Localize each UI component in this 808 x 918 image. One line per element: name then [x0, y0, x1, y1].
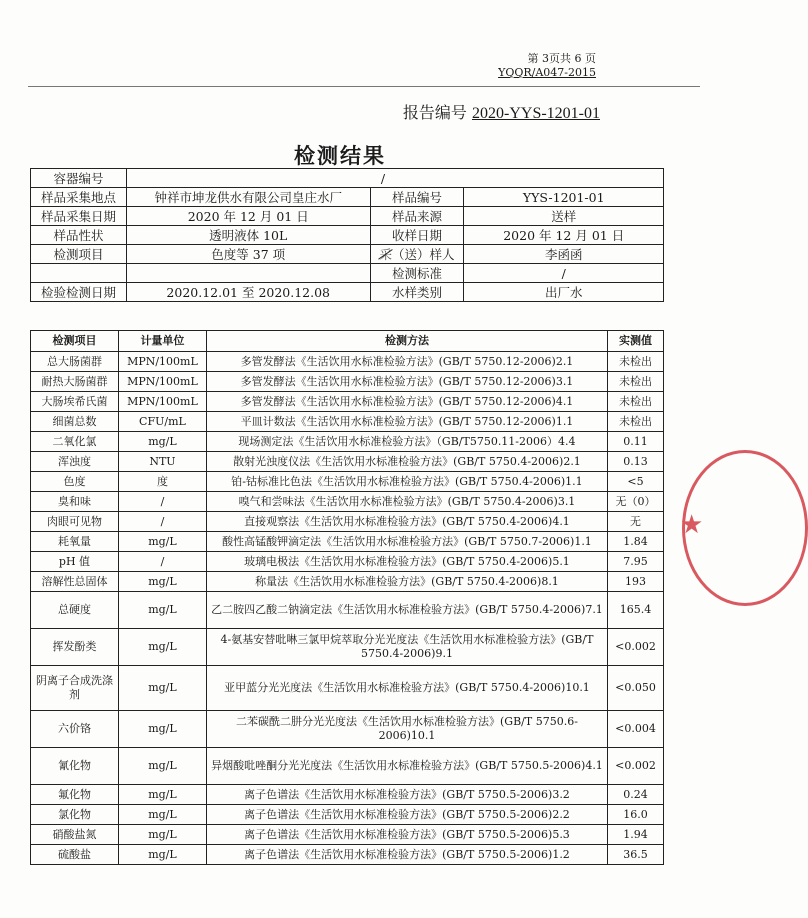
table-row: [31, 372, 664, 392]
row-value: 16.0: [608, 805, 664, 825]
row-value: 未检出: [608, 392, 664, 412]
row-unit: mg/L: [118, 666, 206, 711]
row-item: 细菌总数: [31, 412, 119, 432]
row-unit: NTU: [118, 452, 206, 472]
row-method: 现场测定法《生活饮用水标准检验方法》（GB/T5750.11-2006）4.4: [206, 432, 607, 452]
page-number: 第 3页共 6 页: [527, 52, 596, 65]
table-row: [31, 352, 664, 372]
row-method: 多管发酵法《生活饮用水标准检验方法》(GB/T 5750.12-2006)4.1: [206, 392, 607, 412]
standard-row-blank: [126, 264, 370, 283]
row-unit: CFU/mL: [118, 412, 206, 432]
table-row: [31, 452, 664, 472]
row-method: 亚甲蓝分光光度法《生活饮用水标准检验方法》(GB/T 5750.4-2006)10.1: [206, 666, 607, 711]
row-item: 六价铬: [31, 711, 119, 748]
header-divider: [28, 86, 700, 87]
row-value: 无（0）: [608, 492, 664, 512]
row-method: 异烟酸吡唑酮分光光度法《生活饮用水标准检验方法》(GB/T 5750.5-2006)4.1: [206, 748, 607, 785]
row-method: 离子色谱法《生活饮用水标准检验方法》(GB/T 5750.5-2006)3.2: [206, 785, 607, 805]
struck-character: 采: [379, 247, 392, 262]
row-value: <0.004: [608, 711, 664, 748]
row-method: 酸性高锰酸钾滴定法《生活饮用水标准检验方法》(GB/T 5750.7-2006)1.1: [206, 532, 607, 552]
row-item: 色度: [31, 472, 119, 492]
report-number-label: 报告编号: [402, 103, 467, 122]
table-row: [31, 629, 664, 666]
header-method: 检测方法: [206, 331, 607, 352]
container-label: 容器编号: [31, 169, 127, 188]
row-unit: mg/L: [118, 572, 206, 592]
header-item: 检测项目: [31, 331, 119, 352]
red-seal-stamp: [674, 450, 704, 610]
row-method: 称量法《生活饮用水标准检验方法》(GB/T 5750.4-2006)8.1: [206, 572, 607, 592]
row-unit: mg/L: [118, 432, 206, 452]
row-value: 7.95: [608, 552, 664, 572]
table-row: [31, 592, 664, 629]
test-date-label: 检验检测日期: [31, 283, 127, 302]
row-value: <0.002: [608, 748, 664, 785]
row-value: 无: [608, 512, 664, 532]
row-item: 氰化物: [31, 748, 119, 785]
table-row: [31, 412, 664, 432]
table-row: [31, 532, 664, 552]
row-method: 玻璃电极法《生活饮用水标准检验方法》(GB/T 5750.4-2006)5.1: [206, 552, 607, 572]
header-unit: 计量单位: [118, 331, 206, 352]
state-value: 透明液体 10L: [126, 226, 370, 245]
row-method: 多管发酵法《生活饮用水标准检验方法》(GB/T 5750.12-2006)3.1: [206, 372, 607, 392]
row-unit: /: [118, 512, 206, 532]
water-type-label: 水样类别: [370, 283, 464, 302]
page-title: 检测结果: [294, 144, 386, 168]
header-value: 实测值: [608, 331, 664, 352]
row-unit: mg/L: [118, 785, 206, 805]
row-unit: 度: [118, 472, 206, 492]
collect-date-value: 2020 年 12 月 01 日: [126, 207, 370, 226]
row-item: pH 值: [31, 552, 119, 572]
items-value: 色度等 37 项: [126, 245, 370, 264]
table-row: [31, 432, 664, 452]
water-type-value: 出厂水: [464, 283, 664, 302]
row-method: 4-氨基安替吡啉三氯甲烷萃取分光光度法《生活饮用水标准检验方法》(GB/T 5750.4-2006)9.1: [206, 629, 607, 666]
row-item: 总大肠菌群: [31, 352, 119, 372]
test-date-value: 2020.12.01 至 2020.12.08: [126, 283, 370, 302]
row-value: 未检出: [608, 372, 664, 392]
row-unit: mg/L: [118, 825, 206, 845]
row-value: 0.24: [608, 785, 664, 805]
row-value: 未检出: [608, 352, 664, 372]
document-code: YQQR/A047-2015: [498, 66, 596, 79]
row-value: 36.5: [608, 845, 664, 865]
row-unit: mg/L: [118, 592, 206, 629]
row-value: 1.94: [608, 825, 664, 845]
row-item: 耐热大肠菌群: [31, 372, 119, 392]
row-item: 总硬度: [31, 592, 119, 629]
location-value: 钟祥市坤龙供水有限公司皇庄水厂: [126, 188, 370, 207]
row-unit: MPN/100mL: [118, 392, 206, 412]
row-method: 散射光浊度仪法《生活饮用水标准检验方法》(GB/T 5750.4-2006)2.1: [206, 452, 607, 472]
row-value: 165.4: [608, 592, 664, 629]
row-item: 溶解性总固体: [31, 572, 119, 592]
row-unit: mg/L: [118, 805, 206, 825]
row-item: 耗氧量: [31, 532, 119, 552]
sender-value: 李函函: [464, 245, 664, 264]
row-value: <0.050: [608, 666, 664, 711]
row-unit: /: [118, 492, 206, 512]
row-unit: mg/L: [118, 629, 206, 666]
table-row: [31, 552, 664, 572]
report-number-value: 2020-YYS-1201-01: [472, 105, 600, 122]
table-row: [31, 805, 664, 825]
source-label: 样品来源: [370, 207, 464, 226]
row-item: 阴离子合成洗涤剂: [31, 666, 119, 711]
table-row: [31, 512, 664, 532]
row-method: 平皿计数法《生活饮用水标准检验方法》(GB/T 5750.12-2006)1.1: [206, 412, 607, 432]
row-unit: MPN/100mL: [118, 352, 206, 372]
row-item: 二氧化氯: [31, 432, 119, 452]
table-row: [31, 392, 664, 412]
sender-label: [370, 245, 464, 264]
table-row: [31, 845, 664, 865]
collect-date-label: 样品采集日期: [31, 207, 127, 226]
row-value: <5: [608, 472, 664, 492]
sender-label-text: （送）样人: [392, 247, 455, 262]
container-value: /: [126, 169, 663, 188]
row-value: 0.13: [608, 452, 664, 472]
standard-row-spacer: [31, 264, 127, 283]
state-label: 样品性状: [31, 226, 127, 245]
row-unit: mg/L: [118, 845, 206, 865]
table-row: [31, 472, 664, 492]
table-row: [31, 785, 664, 805]
row-method: 直接观察法《生活饮用水标准检验方法》(GB/T 5750.4-2006)4.1: [206, 512, 607, 532]
row-item: 氟化物: [31, 785, 119, 805]
items-label: 检测项目: [31, 245, 127, 264]
source-value: 送样: [464, 207, 664, 226]
row-unit: /: [118, 552, 206, 572]
row-method: 离子色谱法《生活饮用水标准检验方法》(GB/T 5750.5-2006)2.2: [206, 805, 607, 825]
seal-star-icon: ★: [680, 510, 704, 540]
row-item: 硫酸盐: [31, 845, 119, 865]
row-unit: mg/L: [118, 748, 206, 785]
row-unit: MPN/100mL: [118, 372, 206, 392]
row-value: 0.11: [608, 432, 664, 452]
row-method: 离子色谱法《生活饮用水标准检验方法》(GB/T 5750.5-2006)5.3: [206, 825, 607, 845]
standard-label: 检测标准: [370, 264, 464, 283]
row-item: 肉眼可见物: [31, 512, 119, 532]
row-item: 浑浊度: [31, 452, 119, 472]
row-method: 二苯碳酰二肼分光光度法《生活饮用水标准检验方法》(GB/T 5750.6-2006)10.1: [206, 711, 607, 748]
row-value: 未检出: [608, 412, 664, 432]
row-item: 大肠埃希氏菌: [31, 392, 119, 412]
receive-label: 收样日期: [370, 226, 464, 245]
table-row: [31, 825, 664, 845]
row-method: 乙二胺四乙酸二钠滴定法《生活饮用水标准检验方法》(GB/T 5750.4-2006)7.1: [206, 592, 607, 629]
row-method: 多管发酵法《生活饮用水标准检验方法》(GB/T 5750.12-2006)2.1: [206, 352, 607, 372]
table-row: [31, 711, 664, 748]
sample-info-table: [30, 168, 664, 302]
results-table: [30, 330, 664, 865]
row-value: <0.002: [608, 629, 664, 666]
row-value: 193: [608, 572, 664, 592]
sample-no-value: YYS-1201-01: [464, 188, 664, 207]
location-label: 样品采集地点: [31, 188, 127, 207]
table-row: [31, 748, 664, 785]
row-unit: mg/L: [118, 711, 206, 748]
table-row: [31, 492, 664, 512]
receive-value: 2020 年 12 月 01 日: [464, 226, 664, 245]
table-row: [31, 572, 664, 592]
report-number: [403, 100, 600, 123]
row-item: 氯化物: [31, 805, 119, 825]
row-method: 嗅气和尝味法《生活饮用水标准检验方法》(GB/T 5750.4-2006)3.1: [206, 492, 607, 512]
table-row: [31, 666, 664, 711]
row-method: 铂-钴标准比色法《生活饮用水标准检验方法》(GB/T 5750.4-2006)1.1: [206, 472, 607, 492]
standard-value: /: [464, 264, 664, 283]
row-item: 硝酸盐氮: [31, 825, 119, 845]
row-item: 挥发酚类: [31, 629, 119, 666]
sample-no-label: 样品编号: [370, 188, 464, 207]
row-item: 臭和味: [31, 492, 119, 512]
row-value: 1.84: [608, 532, 664, 552]
row-unit: mg/L: [118, 532, 206, 552]
row-method: 离子色谱法《生活饮用水标准检验方法》(GB/T 5750.5-2006)1.2: [206, 845, 607, 865]
